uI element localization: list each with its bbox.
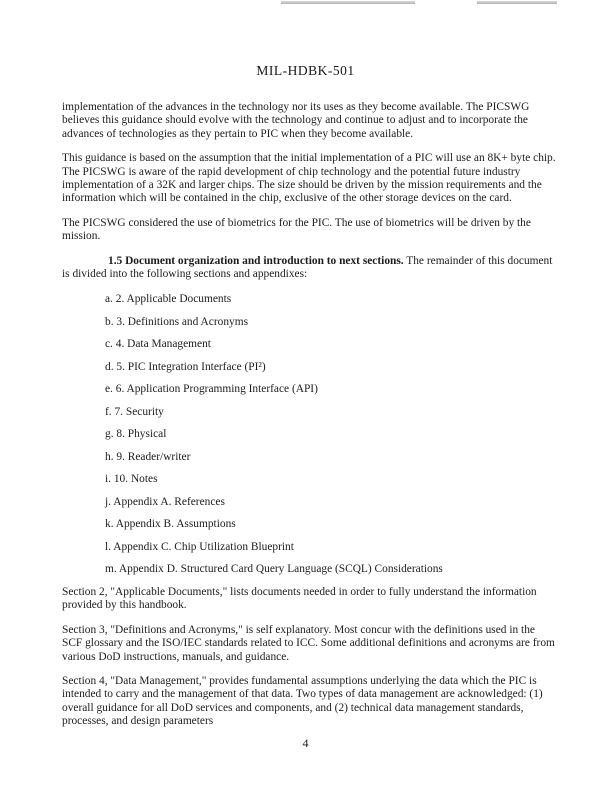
section-heading-rest-text: The remainder of this document is divided into the following sections and appendixes: xyxy=(62,254,553,281)
list-item: e. 6. Application Programming Interface (API) xyxy=(105,383,318,396)
paragraph-biometrics: The PICSWG considered the use of biometrics for the PIC. The use of biometrics will be driven by the mission. xyxy=(62,216,531,243)
page-number: 4 xyxy=(302,736,309,750)
list-item: j. Appendix A. References xyxy=(105,495,225,508)
list-item: b. 3. Definitions and Acronyms xyxy=(105,315,248,328)
paragraph-section4: Section 4, "Data Management," provides fundamental assumptions underlying the data which the PIC is intended to carry and the management of that data. Two types of data management are acknowledged: (1) overall guidance for all DoD services and components, and (2) technical data management standards, processes, and design parameters xyxy=(62,675,543,728)
list-item: h. 9. Reader/writer xyxy=(105,450,191,463)
paragraph-chip-assumption: This guidance is based on the assumption that the initial implementation of a PIC will use an 8K+ byte chip. The PICSWG is aware of the rapid development of chip technology and the potential future industry implementation of a 32K and larger chips. The size should be driven by the mission requirements and the information which will be contained in the chip, exclusive of the other storage devices on the card. xyxy=(62,152,556,205)
document-body xyxy=(62,101,556,740)
list-item: k. Appendix B. Assumptions xyxy=(105,518,236,531)
list-item: i. 10. Notes xyxy=(105,473,158,486)
list-item: m. Appendix D. Structured Card Query Language (SCQL) Considerations xyxy=(105,563,443,576)
paragraph-section3: Section 3, "Definitions and Acronyms," is self explanatory. Most concur with the definitions used in the SCF glossary and the ISO/IEC standards related to ICC. Some additional definitions and acronyms are from various DoD instructions, manuals, and guidance. xyxy=(62,623,555,663)
list-item: c. 4. Data Management xyxy=(105,338,211,351)
list-item: d. 5. PIC Integration Interface (PI²) xyxy=(105,360,266,373)
scan-artifact-bar-right xyxy=(477,1,557,4)
page-title: MIL-HDBK-501 xyxy=(256,63,355,78)
section-heading-bold-text: 1.5 Document organization and introduction to next sections. xyxy=(108,254,404,267)
list-item: l. Appendix C. Chip Utilization Blueprint xyxy=(105,540,294,553)
paragraph-section2: Section 2, "Applicable Documents," lists documents needed in order to fully understand the information provided by this handbook. xyxy=(62,585,537,612)
paragraph-technology-advances: implementation of the advances in the technology nor its uses as they become available. The PICSWG believes this guidance should evolve with the technology and continue to adjust and to incorporate the advances of technologies as they pertain to PIC when they become available. xyxy=(62,101,530,140)
scan-artifact-bar-left xyxy=(281,1,415,4)
list-item: a. 2. Applicable Documents xyxy=(105,293,232,306)
list-item: g. 8. Physical xyxy=(105,428,167,441)
list-item: f. 7. Security xyxy=(105,405,164,418)
section-heading-1-5 xyxy=(62,255,556,282)
section-list xyxy=(62,293,556,576)
